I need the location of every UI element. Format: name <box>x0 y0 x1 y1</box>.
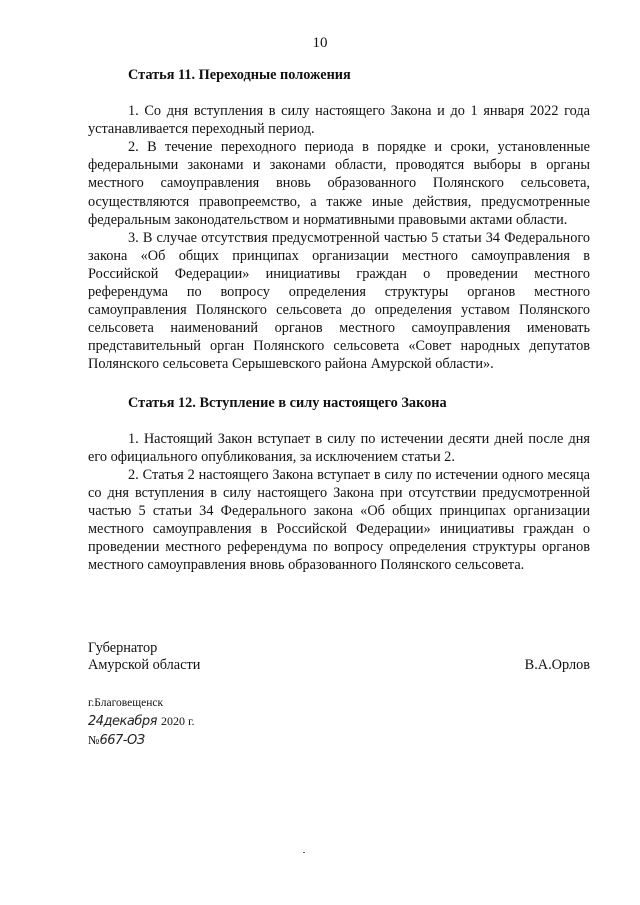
number-prefix: № <box>88 733 100 747</box>
year: 2020 г. <box>160 714 195 728</box>
page-number: 10 <box>312 35 328 51</box>
scan-speck <box>303 852 305 853</box>
article-paragraph: 1. Со дня вступления в силу настоящего Закона и до 1 января 2022 года устанавливается переходный период. <box>88 103 590 138</box>
handwritten-date: 24декабря <box>88 714 157 729</box>
signature-block <box>88 640 590 674</box>
signature-row <box>88 657 590 674</box>
document-meta <box>88 694 195 750</box>
article-gap <box>88 374 590 394</box>
signer-title-line2: Амурской области <box>88 657 201 673</box>
document-number-line <box>88 731 195 750</box>
article-paragraph: 2. В течение переходного периода в порядке и сроки, установленные федеральными законами и законами области, проводятся выборы в органы местного самоуправления вновь образованного Полянского сельсовета, осуществляются правопреемство, а также иные действия, предусмотренные федеральным законодательством и нормативными правовыми актами области. <box>88 139 590 228</box>
article-12 <box>88 394 590 575</box>
article-paragraph: 1. Настоящий Закон вступает в силу по истечении десяти дней после дня его официального опубликования, за исключением статьи 2. <box>88 430 590 465</box>
article-heading: Статья 12. Вступление в силу настоящего Закона <box>128 394 447 411</box>
date-line <box>88 712 195 731</box>
article-paragraph: 3. В случае отсутствия предусмотренной частью 5 статьи 34 Федерального закона «Об общих принципах организации местного самоуправления в Российской Федерации» инициативы граждан о проведении местного референдума по вопросу определения структуры органов местного самоуправления Полянского сельсовета до определения уставом Полянского сельсовета наименований органов местного самоуправления именовать представительный орган Полянского сельсовета «Совет народных депутатов Полянского сельсовета Серышевского района Амурской области». <box>88 229 590 373</box>
article-paragraph: 2. Статья 2 настоящего Закона вступает в силу по истечении одного месяца со дня вступления в силу настоящего Закона при отсутствии предусмотренной частью 5 статьи 34 Федерального закона «Об общих принципах организации местного самоуправления в Российской Федерации» инициативы граждан о проведении местного референдума по вопросу определения структуры органов местного самоуправления вновь образованного Полянского сельсовета. <box>88 466 590 574</box>
signer-name: В.А.Орлов <box>524 657 590 673</box>
article-heading: Статья 11. Переходные положения <box>128 67 351 83</box>
document-body <box>88 66 590 574</box>
handwritten-number: 667-ОЗ <box>99 733 145 748</box>
city: г.Благовещенск <box>88 697 164 709</box>
signer-title-line1: Губернатор <box>88 640 158 656</box>
article-11 <box>88 66 590 374</box>
